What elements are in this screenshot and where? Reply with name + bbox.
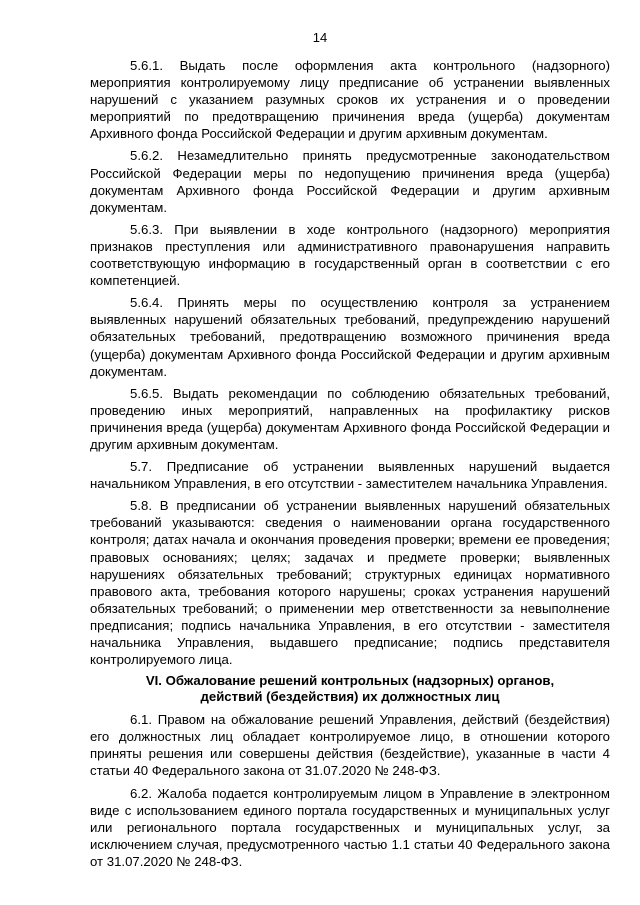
paragraph-5-6-3: 5.6.3. При выявлении в ходе контрольного (надзорного) мероприятия признаков преступления или административного правонарушения направить соответствующую информацию в государственный орган в соответствии с его компетенцией. [90,221,610,289]
page-number: 14 [312,30,328,45]
document-body [90,57,610,875]
paragraph-5-6-1: 5.6.1. Выдать после оформления акта контрольного (надзорного) мероприятия контролируемому лицу предписание об устранении выявленных нарушений с указанием разумных сроков их устранения и о проведении мероприятий по предотвращению причинения вреда (ущерба) документам Архивного фонда Российской Федерации и другим архивным документам. [90,58,610,142]
paragraph-5-6-4: 5.6.4. Принять меры по осуществлению контроля за устранением выявленных нарушений обязательных требований, предупреждению нарушений обязательных требований, предотвращению возможного причинения вреда (ущерба) документам Архивного фонда Российской Федерации и другим архивным документам. [90,295,610,379]
paragraph-5-6-2: 5.6.2. Незамедлительно принять предусмотренные законодательством Российской Федерации меры по недопущению причинения вреда (ущерба) документам Архивного фонда Российской Федерации и другим архивным документам. [90,148,610,215]
section-heading-line-1: VI. Обжалование решений контрольных (надзорных) органов, [145,673,555,689]
paragraph-5-8: 5.8. В предписании об устранении выявленных нарушений обязательных требований указываются: сведения о наименовании органа государственного контроля; датах начала и окончания проведения проверки; времени ее проведения; правовых основаниях; целях; задачах и предмете проверки; выявленных нарушениях обязательных требований; структурных единицах нормативного правового акта, требования которого нарушены; сроках устранения нарушений обязательных требований; о применении мер ответственности за невыполнение предписания; подпись начальника Управления, в его отсутствии - заместителя начальника Управления, выдавшего предписание; подпись представителя контролируемого лица. [90,498,610,668]
paragraph-5-7: 5.7. Предписание об устранении выявленных нарушений выдается начальником Управления, в его отсутствии - заместителем начальника Управления. [90,459,610,492]
paragraph-6-2: 6.2. Жалоба подается контролируемым лицом в Управление в электронном виде с использованием единого портала государственных и муниципальных услуг или регионального портала государственных и муниципальных услуг, за исключением случая, предусмотренного частью 1.1 статьи 40 Федерального закона от 31.07.2020 № 248-ФЗ. [90,785,610,869]
paragraph-6-1: 6.1. Правом на обжалование решений Управления, действий (бездействия) его должностных лиц обладает контролируемое лицо, в отношении которого приняты решения или совершены действия (бездействие), указанные в части 4 статьи 40 Федерального закона от 31.07.2020 № 248-ФЗ. [90,712,610,779]
section-heading-line-2: действий (бездействия) их должностных лиц [200,689,500,705]
paragraph-5-6-5: 5.6.5. Выдать рекомендации по соблюдению обязательных требований, проведению иных мероприятий, направленных на профилактику рисков причинения вреда (ущерба) документам Архивного фонда Российской Федерации и другим архивным документам. [90,385,610,452]
section-heading-vi [90,673,610,705]
